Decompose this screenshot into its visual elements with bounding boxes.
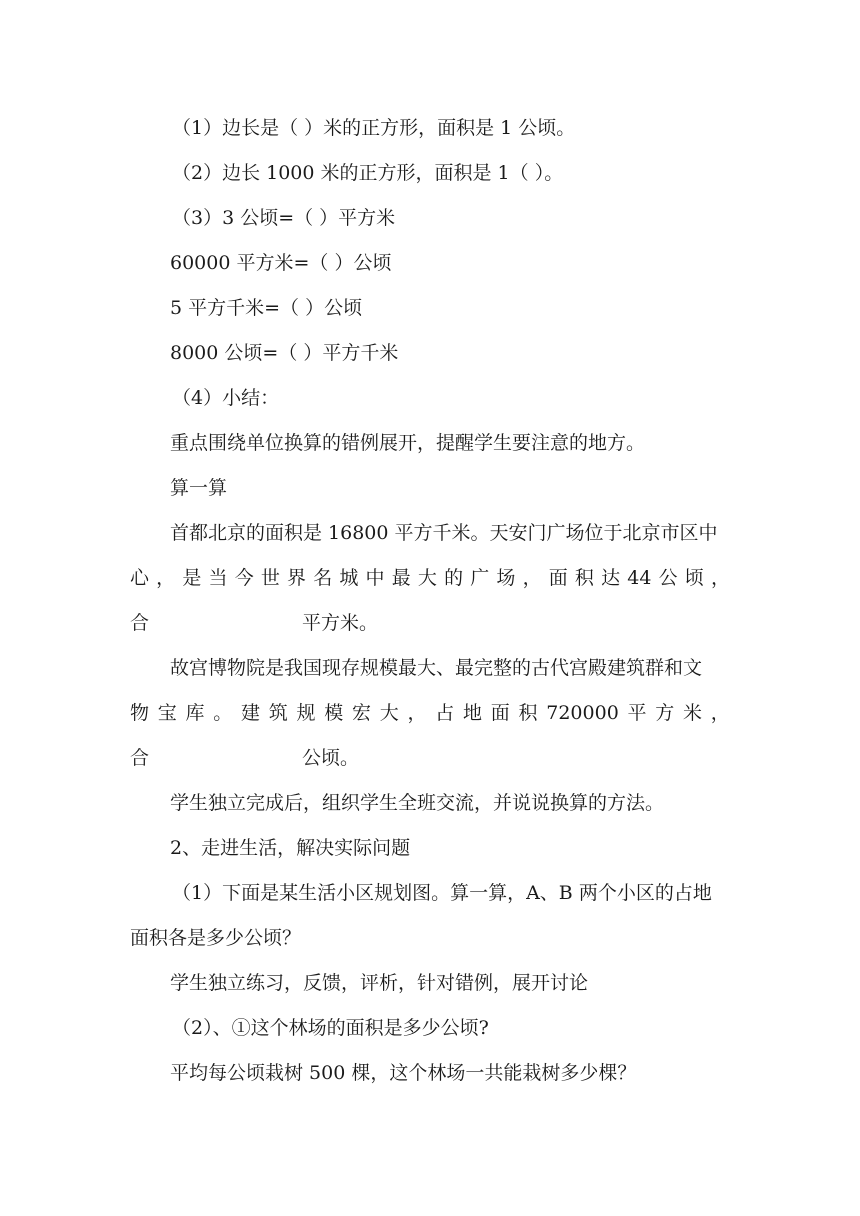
- justified-token: 720000: [546, 702, 619, 724]
- question-forest-area: （2）、①这个林场的面积是多少公顷?: [172, 1017, 489, 1039]
- justified-token: 面: [548, 567, 568, 589]
- justified-token: 库: [185, 702, 205, 724]
- justified-token: 大: [379, 702, 399, 724]
- justified-token: 今: [234, 567, 254, 589]
- justified-token: 建: [241, 702, 261, 724]
- question-1-side-length: （1）边长是（ ）米的正方形，面积是 1 公顷。: [172, 117, 576, 139]
- justified-token: ，: [156, 567, 176, 589]
- justified-token: 最: [391, 567, 411, 589]
- justified-token: 米: [683, 702, 703, 724]
- justified-token: 宏: [352, 702, 372, 724]
- justified-token: 名: [313, 567, 333, 589]
- justified-token: ，: [407, 702, 427, 724]
- justified-token: 地: [463, 702, 483, 724]
- justified-token: 顷: [684, 567, 704, 589]
- justified-token: 占: [435, 702, 455, 724]
- palace-answer-prefix: 合: [130, 747, 150, 769]
- justified-token: 中: [365, 567, 385, 589]
- student-exchange-text: 学生独立完成后，组织学生全班交流，并说说换算的方法。: [170, 792, 665, 814]
- summary-text: 重点围绕单位换算的错例展开，提醒学生要注意的地方。: [170, 432, 646, 454]
- justified-token: 。: [213, 702, 233, 724]
- justified-token: 模: [324, 702, 344, 724]
- justified-token: 公: [658, 567, 678, 589]
- justified-token: 界: [287, 567, 307, 589]
- beijing-answer-prefix: 合: [130, 612, 150, 634]
- justified-token: 规: [296, 702, 316, 724]
- justified-token: ，: [710, 567, 730, 589]
- beijing-answer-unit: 平方米。: [302, 612, 379, 634]
- justified-token: 方: [655, 702, 675, 724]
- section-calculate: 算一算: [170, 477, 228, 499]
- justified-token: 平: [627, 702, 647, 724]
- conversion-square-meter: 60000 平方米=（ ）公顷: [170, 252, 392, 274]
- justified-token: 44: [627, 567, 652, 589]
- justified-token: 大: [417, 567, 437, 589]
- justified-token: 宝: [157, 702, 177, 724]
- beijing-paragraph-line-2: [130, 566, 730, 590]
- palace-museum-paragraph-line-1: 故宫博物院是我国现存规模最大、最完整的古代宫殿建筑群和文: [170, 657, 703, 679]
- practice-feedback-text: 学生独立练习，反馈，评析，针对错例，展开讨论: [170, 972, 589, 994]
- section-real-life: 2、走进生活，解决实际问题: [170, 837, 411, 859]
- justified-token: ，: [710, 702, 730, 724]
- beijing-paragraph-line-1: 首都北京的面积是 16800 平方千米。天安门广场位于北京市区中: [170, 522, 718, 544]
- justified-token: 筑: [268, 702, 288, 724]
- question-2-area-unit: （2）边长 1000 米的正方形，面积是 1（ ）。: [172, 162, 564, 184]
- justified-token: 的: [444, 567, 464, 589]
- palace-answer-unit: 公顷。: [302, 747, 360, 769]
- summary-heading: （4）小结：: [172, 387, 280, 409]
- question-trees-total: 平均每公顷栽树 500 棵，这个林场一共能栽树多少棵？: [170, 1062, 637, 1084]
- justified-token: 物: [130, 702, 150, 724]
- question-3-conversion-hectare: （3）3 公顷=（ ）平方米: [172, 207, 396, 229]
- justified-token: 当: [208, 567, 228, 589]
- question-community-plan-line-2: 面积各是多少公顷？: [130, 927, 302, 949]
- justified-token: 心: [130, 567, 150, 589]
- justified-token: 积: [574, 567, 594, 589]
- conversion-square-km: 5 平方千米=（ ）公顷: [170, 297, 363, 319]
- conversion-hectare-to-km: 8000 公顷=（ ）平方千米: [170, 342, 399, 364]
- justified-token: 积: [518, 702, 538, 724]
- justified-token: ，: [522, 567, 542, 589]
- justified-token: 场: [496, 567, 516, 589]
- question-community-plan-line-1: （1）下面是某生活小区规划图。算一算，A、B 两个小区的占地: [172, 882, 712, 904]
- justified-token: 是: [182, 567, 202, 589]
- justified-token: 城: [339, 567, 359, 589]
- justified-token: 面: [490, 702, 510, 724]
- justified-token: 广: [470, 567, 490, 589]
- justified-token: 达: [601, 567, 621, 589]
- palace-museum-paragraph-line-2: [130, 701, 730, 725]
- justified-token: 世: [260, 567, 280, 589]
